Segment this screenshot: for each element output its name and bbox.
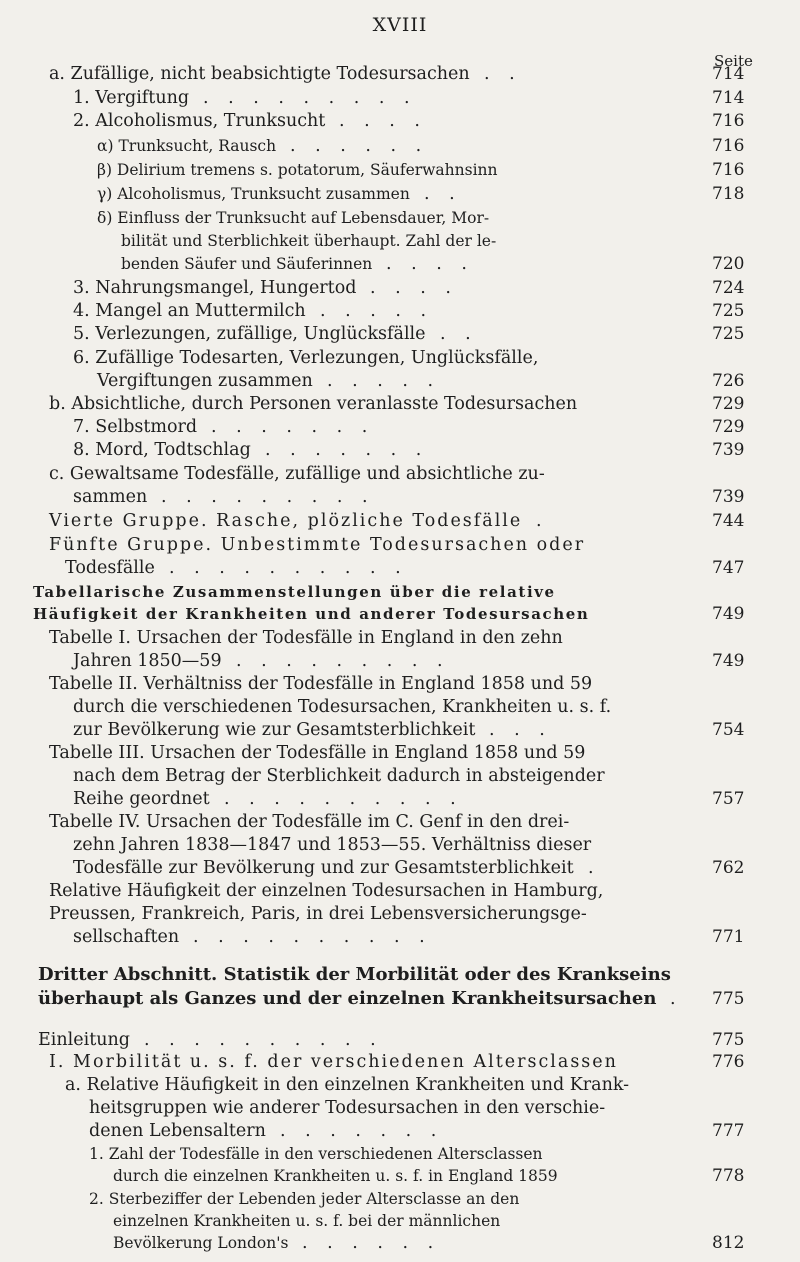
toc-entry-leader-dots: . . . . . . . . . . [144,1030,383,1050]
toc-entry-page-number: 775 [712,989,745,1009]
toc-entry [0,135,800,157]
toc-entry-leader-dots: . . . [489,720,552,740]
toc-entry [0,393,800,415]
toc-entry-title: heitsgruppen wie anderer Todesursachen in den verschie- [89,1098,606,1118]
toc-entry-title: 1. Zahl der Todesfälle in den verschiedenen Altersclassen [89,1145,543,1163]
toc-entry-page-number: 725 [712,324,745,344]
toc-entry-title: durch die einzelnen Krankheiten u. s. f. in England 1859 [113,1167,558,1185]
toc-entry [0,486,800,508]
toc-entry-page-number: 724 [712,278,745,298]
toc-entry-title: Todesfälle [65,558,155,578]
toc-entry-title: Reihe geordnet [73,789,210,809]
toc-entry-leader-dots: . . [484,64,522,84]
toc-entry-title: I. Morbilität u. s. f. der verschiedenen Altersclassen [49,1052,618,1072]
toc-entry-page-number: 812 [712,1233,745,1253]
toc-entry-page-number: 739 [712,487,745,507]
toc-entry-page-number: 729 [712,417,745,437]
toc-entry [0,110,800,132]
toc-entry [0,857,800,879]
toc-entry-title: Einleitung [38,1030,130,1050]
toc-entry-page-number: 754 [712,720,745,740]
toc-entry [0,439,800,461]
toc-entry-title: Tabelle II. Verhältniss der Todesfälle in England 1858 und 59 [49,674,593,694]
toc-entry-title: Vierte Gruppe. Rasche, plözliche Todesfälle [49,511,523,531]
toc-entry [0,253,800,275]
toc-entry [0,183,800,205]
toc-entry-page-number: 771 [712,927,745,947]
toc-entry-leader-dots: . [536,511,549,531]
toc-entry-title: Todesfälle zur Bevölkerung und zur Gesamtsterblichkeit [73,858,574,878]
toc-entry-title: durch die verschiedenen Todesursachen, Krankheiten u. s. f. [73,697,612,717]
toc-entry-page-number: 716 [712,160,745,180]
toc-entry-title: 7. Selbstmord [73,417,198,437]
toc-entry [0,1165,800,1187]
toc-entry [0,880,800,902]
toc-entry-leader-dots: . . . . [386,254,474,274]
toc-entry-title: 3. Nahrungsmangel, Hungertod [73,278,357,298]
toc-entry-leader-dots: . . . . . [320,301,434,321]
toc-entry-title: Dritter Abschnitt. Statistik der Morbilität oder des Krankseins [38,964,671,985]
toc-entry-title: Bevölkerung London's [113,1234,289,1252]
toc-entry-leader-dots: . . . . [370,278,458,298]
toc-entry-title: überhaupt als Ganzes und der einzelnen Krankheitsursachen [38,988,657,1009]
toc-entry-title: Tabelle I. Ursachen der Todesfälle in England in den zehn [49,628,563,648]
toc-entry-leader-dots: . . . . . . . . . [161,487,375,507]
toc-entry-page-number: 744 [712,511,745,531]
toc-entry-page-number: 716 [712,136,745,156]
toc-entry-page-number: 716 [712,111,745,131]
toc-entry [0,988,800,1010]
toc-entry [0,1120,800,1142]
toc-entry-page-number: 714 [712,64,745,84]
toc-entry [0,1210,800,1232]
toc-entry [0,1074,800,1096]
toc-entry [0,1097,800,1119]
toc-entry [0,1188,800,1210]
toc-entry-page-number: 729 [712,394,745,414]
toc-entry-page-number: 714 [712,88,745,108]
toc-entry-title: Preussen, Frankreich, Paris, in drei Lebensversicherungsge- [49,904,587,924]
toc-entry [0,323,800,345]
toc-entry [0,696,800,718]
toc-entry [0,603,800,625]
toc-entry-leader-dots: . . . . . [327,371,441,391]
toc-entry [0,581,800,603]
toc-entry [0,159,800,181]
toc-entry-page-number: 762 [712,858,745,878]
toc-entry [0,1051,800,1073]
toc-entry-page-number: 777 [712,1121,745,1141]
toc-entry-title: 4. Mangel an Muttermilch [73,301,306,321]
toc-entry-page-number: 747 [712,558,745,578]
toc-entry-title: 8. Mord, Todtschlag [73,440,251,460]
toc-entry [0,788,800,810]
toc-entry [0,347,800,369]
toc-entry-leader-dots: . . [440,324,478,344]
toc-entry-leader-dots: . . . . . . . [280,1121,444,1141]
toc-entry-title: einzelnen Krankheiten u. s. f. bei der männlichen [113,1212,501,1230]
toc-entry [0,834,800,856]
toc-entry-leader-dots: . . . . . . . . . . [193,927,432,947]
toc-entry-title: 2. Sterbeziffer der Lebenden jeder Altersclasse an den [89,1190,520,1208]
toc-entry-title: γ) Alcoholismus, Trunksucht zusammen [97,185,410,203]
toc-entry [0,1232,800,1254]
toc-entry-title: Häufigkeit der Krankheiten und anderer Todesursachen [33,605,590,623]
toc-entry-page-number: 739 [712,440,745,460]
seite-column-label: Seite [714,52,753,70]
toc-entry-leader-dots: . . [424,184,462,204]
toc-entry-title: a. Zufällige, nicht beabsichtigte Todesursachen [49,64,470,84]
toc-entry [0,811,800,833]
toc-entry-title: b. Absichtliche, durch Personen veranlasste Todesursachen [49,394,578,414]
toc-entry [0,557,800,579]
toc-entry [0,926,800,948]
toc-entry-title: 1. Vergiftung [73,88,190,108]
toc-entry [0,534,800,556]
toc-entry-leader-dots: . [670,989,683,1009]
toc-entry [0,300,800,322]
toc-entry-title: 6. Zufällige Todesarten, Verlezungen, Unglücksfälle, [73,348,539,368]
toc-entry [0,230,800,252]
toc-entry-title: Tabelle IV. Ursachen der Todesfälle im C. Genf in den drei- [49,812,570,832]
toc-entry-title: sellschaften [73,927,180,947]
toc-entry-page-number: 725 [712,301,745,321]
toc-entry-title: β) Delirium tremens s. potatorum, Säuferwahnsinn [97,161,498,179]
toc-entry-leader-dots: . . . . . . . . . . [224,789,463,809]
toc-entry-title: zur Bevölkerung wie zur Gesamtsterblichkeit [73,720,476,740]
toc-entry [0,903,800,925]
toc-entry-title: a. Relative Häufigkeit in den einzelnen Krankheiten und Krank- [65,1075,630,1095]
toc-entry [0,87,800,109]
toc-entry [0,627,800,649]
toc-entry [0,63,800,85]
toc-entry-title: δ) Einfluss der Trunksucht auf Lebensdauer, Mor- [97,209,490,227]
toc-entry-leader-dots: . . . . . . [302,1233,441,1253]
toc-entry-title: 5. Verlezungen, zufällige, Unglücksfälle [73,324,426,344]
toc-entry-title: zehn Jahren 1838—1847 und 1853—55. Verhältniss dieser [73,835,592,855]
toc-entry-page-number: 757 [712,789,745,809]
toc-entry-leader-dots: . . . . . . . [265,440,429,460]
toc-entry [0,1029,800,1051]
toc-entry [0,1143,800,1165]
toc-entry-title: 2. Alcoholismus, Trunksucht [73,111,326,131]
toc-entry-page-number: 718 [712,184,745,204]
toc-entry [0,742,800,764]
toc-entry-page-number: 749 [712,604,745,624]
toc-entry-title: sammen [73,487,148,507]
toc-entry [0,277,800,299]
toc-entry [0,370,800,392]
toc-entry [0,416,800,438]
toc-entry-title: Tabelle III. Ursachen der Todesfälle in England 1858 und 59 [49,743,586,763]
toc-entry-title: Tabellarische Zusammenstellungen über die relative [33,583,556,601]
toc-entry-title: α) Trunksucht, Rausch [97,137,277,155]
toc-entry-page-number: 726 [712,371,745,391]
toc-entry-title: denen Lebensaltern [89,1121,266,1141]
toc-entry [0,510,800,532]
toc-entry [0,463,800,485]
toc-entry-leader-dots: . . . . [339,111,427,131]
toc-entry-page-number: 776 [712,1052,745,1072]
toc-entry-leader-dots: . . . . . . [290,136,429,156]
toc-entry-page-number: 720 [712,254,745,274]
toc-entry-title: Relative Häufigkeit der einzelnen Todesursachen in Hamburg, [49,881,604,901]
toc-entry-leader-dots: . . . . . . . . . . [169,558,408,578]
toc-entry [0,964,800,986]
toc-entry [0,207,800,229]
toc-entry-page-number: 775 [712,1030,745,1050]
toc-entry [0,673,800,695]
toc-entry-leader-dots: . . . . . . . [211,417,375,437]
toc-entry-title: bilität und Sterblichkeit überhaupt. Zahl der le- [121,232,497,250]
toc-entry-title: Vergiftungen zusammen [97,371,313,391]
toc-entry-title: c. Gewaltsame Todesfälle, zufällige und absichtliche zu- [49,464,545,484]
toc-entry-leader-dots: . . . . . . . . . [236,651,450,671]
toc-entry [0,765,800,787]
toc-entry [0,650,800,672]
toc-entry-leader-dots: . [588,858,601,878]
toc-entry-page-number: 778 [712,1166,745,1186]
toc-entry-title: Jahren 1850—59 [73,651,222,671]
page-number: XVIII [372,14,428,36]
toc-entry-title: benden Säufer und Säuferinnen [121,255,373,273]
toc-entry-leader-dots: . . . . . . . . . [203,88,417,108]
toc-entry-title: nach dem Betrag der Sterblichkeit dadurch in absteigender [73,766,605,786]
toc-entry-title: Fünfte Gruppe. Unbestimmte Todesursachen oder [49,535,586,555]
toc-entry-page-number: 749 [712,651,745,671]
toc-entry [0,719,800,741]
